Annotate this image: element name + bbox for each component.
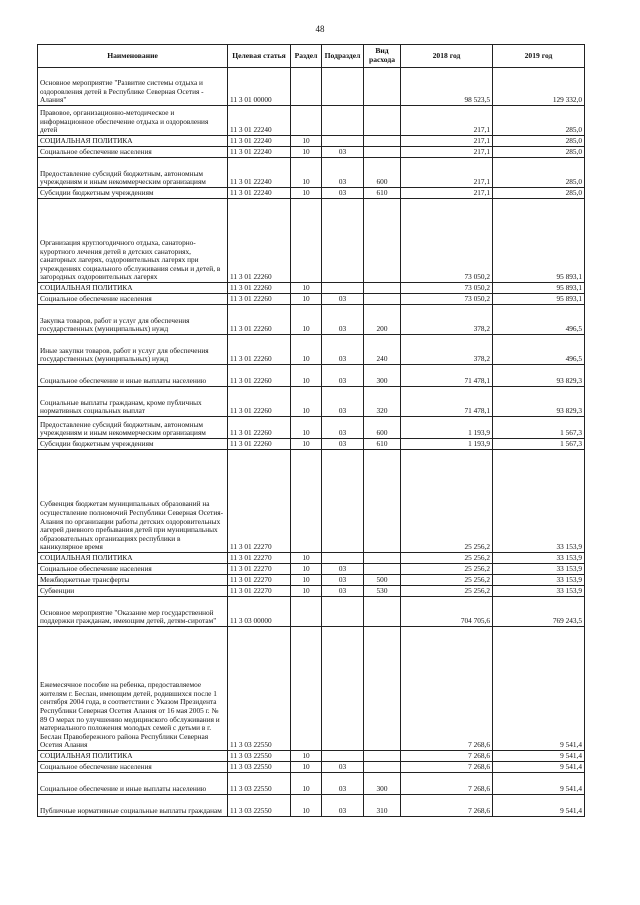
cell-target: 11 3 01 22260: [228, 335, 291, 365]
cell-expense: [364, 283, 401, 294]
cell-name: Социальное обеспечение населения: [38, 147, 228, 158]
header-expense-type: Вид расхода: [364, 45, 401, 68]
cell-name: СОЦИАЛЬНАЯ ПОЛИТИКА: [38, 751, 228, 762]
cell-name: Предоставление субсидий бюджетным, автономным учреждениям и иным некоммерческим организациям: [38, 158, 228, 188]
cell-subsection: [322, 68, 364, 106]
cell-target: 11 3 01 22260: [228, 439, 291, 450]
cell-y2018: 71 478,1: [401, 387, 493, 417]
cell-section: 10: [291, 564, 322, 575]
cell-target: 11 3 01 22260: [228, 294, 291, 305]
budget-table: [37, 44, 585, 817]
cell-section: 10: [291, 795, 322, 817]
cell-subsection: [322, 136, 364, 147]
cell-section: 10: [291, 575, 322, 586]
cell-expense: 600: [364, 417, 401, 439]
cell-section: 10: [291, 417, 322, 439]
cell-target: 11 3 03 22550: [228, 751, 291, 762]
cell-section: 10: [291, 305, 322, 335]
cell-expense: 610: [364, 439, 401, 450]
cell-section: [291, 627, 322, 751]
cell-name: Ежемесячное пособие на ребенка, предоставляемое жителям г. Беслан, имеющим детей, родившихся после 1 сентября 2004 года, в соответствии с Указом Президента Республики Северная Осетия Алания от 16 мая 2005 г. № 89 О мерах по улучшению медицинского обслуживания и материального положения молодых семей с детьми в г. Беслан Правобережного района Республики Северная Осетия Алания: [38, 627, 228, 751]
cell-y2018: 7 268,6: [401, 762, 493, 773]
cell-y2018: 7 268,6: [401, 795, 493, 817]
table-row: [38, 294, 585, 305]
cell-subsection: [322, 751, 364, 762]
cell-y2019: 1 567,3: [493, 417, 585, 439]
cell-subsection: [322, 627, 364, 751]
cell-expense: 200: [364, 305, 401, 335]
cell-y2019: 129 332,0: [493, 68, 585, 106]
cell-section: [291, 68, 322, 106]
cell-y2019: 95 893,1: [493, 283, 585, 294]
cell-y2019: 93 829,3: [493, 387, 585, 417]
table-row: [38, 627, 585, 751]
cell-expense: [364, 762, 401, 773]
cell-y2019: 9 541,4: [493, 795, 585, 817]
cell-section: 10: [291, 283, 322, 294]
cell-target: 11 3 01 22270: [228, 575, 291, 586]
cell-subsection: 03: [322, 564, 364, 575]
cell-y2019: 769 243,5: [493, 597, 585, 627]
cell-section: 10: [291, 147, 322, 158]
cell-target: 11 3 01 22270: [228, 564, 291, 575]
cell-y2018: 217,1: [401, 136, 493, 147]
cell-y2019: 95 893,1: [493, 199, 585, 283]
cell-name: СОЦИАЛЬНАЯ ПОЛИТИКА: [38, 283, 228, 294]
cell-name: СОЦИАЛЬНАЯ ПОЛИТИКА: [38, 136, 228, 147]
cell-target: 11 3 01 22240: [228, 136, 291, 147]
cell-y2019: 33 153,9: [493, 564, 585, 575]
header-2018: 2018 год: [401, 45, 493, 68]
cell-section: 10: [291, 439, 322, 450]
cell-y2018: 1 193,9: [401, 439, 493, 450]
cell-expense: [364, 147, 401, 158]
cell-subsection: 03: [322, 439, 364, 450]
cell-subsection: 03: [322, 762, 364, 773]
cell-y2019: 285,0: [493, 106, 585, 136]
header-2019: 2019 год: [493, 45, 585, 68]
cell-target: 11 3 01 22260: [228, 283, 291, 294]
cell-section: 10: [291, 188, 322, 199]
cell-y2018: 25 256,2: [401, 586, 493, 597]
cell-expense: [364, 751, 401, 762]
table-row: [38, 188, 585, 199]
cell-expense: [364, 136, 401, 147]
cell-y2018: 378,2: [401, 335, 493, 365]
cell-section: 10: [291, 762, 322, 773]
cell-target: 11 3 01 22260: [228, 199, 291, 283]
cell-expense: 600: [364, 158, 401, 188]
cell-y2018: 73 050,2: [401, 283, 493, 294]
cell-name: Предоставление субсидий бюджетным, автономным учреждениям и иным некоммерческим организациям: [38, 417, 228, 439]
cell-section: [291, 199, 322, 283]
table-row: [38, 68, 585, 106]
header-target: Целевая статья: [228, 45, 291, 68]
table-row: [38, 365, 585, 387]
cell-target: 11 3 01 22240: [228, 106, 291, 136]
cell-name: Организация круглогодичного отдыха, санаторно-курортного лечения детей в детских санаториях, санаторных лагерях, оздоровительных лагерях при учреждениях социального обслуживания семьи и детей, в загородных оздоровительных лагерях: [38, 199, 228, 283]
cell-expense: 240: [364, 335, 401, 365]
table-row: [38, 136, 585, 147]
header-name: Наименование: [38, 45, 228, 68]
cell-subsection: [322, 597, 364, 627]
cell-y2019: 33 153,9: [493, 553, 585, 564]
cell-subsection: 03: [322, 795, 364, 817]
cell-y2018: 217,1: [401, 188, 493, 199]
cell-section: [291, 450, 322, 553]
cell-y2018: 73 050,2: [401, 294, 493, 305]
cell-subsection: 03: [322, 773, 364, 795]
table-row: [38, 417, 585, 439]
cell-section: 10: [291, 158, 322, 188]
cell-subsection: [322, 553, 364, 564]
cell-target: 11 3 03 22550: [228, 762, 291, 773]
cell-y2018: 25 256,2: [401, 553, 493, 564]
cell-target: 11 3 01 22260: [228, 387, 291, 417]
cell-target: 11 3 01 22240: [228, 147, 291, 158]
cell-subsection: [322, 106, 364, 136]
cell-expense: 610: [364, 188, 401, 199]
cell-y2018: 25 256,2: [401, 575, 493, 586]
cell-y2019: 285,0: [493, 188, 585, 199]
cell-name: Субвенции: [38, 586, 228, 597]
cell-y2018: 1 193,9: [401, 417, 493, 439]
cell-y2019: 9 541,4: [493, 751, 585, 762]
cell-target: 11 3 01 22240: [228, 188, 291, 199]
header-section: Раздел: [291, 45, 322, 68]
cell-y2019: 496,5: [493, 305, 585, 335]
cell-section: 10: [291, 335, 322, 365]
cell-y2019: 33 153,9: [493, 450, 585, 553]
cell-section: 10: [291, 365, 322, 387]
cell-y2018: 378,2: [401, 305, 493, 335]
cell-section: [291, 597, 322, 627]
cell-name: Социальное обеспечение и иные выплаты населению: [38, 365, 228, 387]
cell-target: 11 3 01 22270: [228, 553, 291, 564]
cell-y2019: 285,0: [493, 136, 585, 147]
cell-expense: [364, 294, 401, 305]
table-row: [38, 450, 585, 553]
cell-expense: [364, 106, 401, 136]
cell-expense: [364, 564, 401, 575]
cell-y2018: 7 268,6: [401, 773, 493, 795]
cell-name: Социальное обеспечение населения: [38, 294, 228, 305]
cell-subsection: 03: [322, 586, 364, 597]
cell-name: Социальные выплаты гражданам, кроме публичных нормативных социальных выплат: [38, 387, 228, 417]
cell-y2018: 217,1: [401, 147, 493, 158]
cell-y2019: 1 567,3: [493, 439, 585, 450]
cell-y2018: 25 256,2: [401, 564, 493, 575]
cell-name: Основное мероприятие "Развитие системы отдыха и оздоровления детей в Республике Северная Осетия - Алания": [38, 68, 228, 106]
cell-subsection: 03: [322, 365, 364, 387]
cell-subsection: 03: [322, 387, 364, 417]
table-header-row: [38, 45, 585, 68]
cell-y2019: 285,0: [493, 147, 585, 158]
cell-subsection: [322, 450, 364, 553]
cell-target: 11 3 01 22260: [228, 305, 291, 335]
page-number: 48: [315, 24, 325, 34]
cell-y2018: 217,1: [401, 106, 493, 136]
cell-name: СОЦИАЛЬНАЯ ПОЛИТИКА: [38, 553, 228, 564]
table-row: [38, 564, 585, 575]
cell-expense: 310: [364, 795, 401, 817]
header-subsection: Подраздел: [322, 45, 364, 68]
cell-name: Правовое, организационно-методическое и информационное обеспечение отдыха и оздоровления детей: [38, 106, 228, 136]
cell-expense: 500: [364, 575, 401, 586]
cell-y2019: 9 541,4: [493, 627, 585, 751]
cell-expense: [364, 450, 401, 553]
cell-y2018: 98 523,5: [401, 68, 493, 106]
table-row: [38, 387, 585, 417]
cell-name: Закупка товаров, работ и услуг для обеспечения государственных (муниципальных) нужд: [38, 305, 228, 335]
cell-expense: 300: [364, 773, 401, 795]
cell-name: Социальное обеспечение населения: [38, 762, 228, 773]
cell-y2019: 33 153,9: [493, 586, 585, 597]
table-row: [38, 335, 585, 365]
cell-expense: 300: [364, 365, 401, 387]
table-row: [38, 586, 585, 597]
cell-y2019: 93 829,3: [493, 365, 585, 387]
cell-subsection: 03: [322, 147, 364, 158]
cell-target: 11 3 03 22550: [228, 795, 291, 817]
cell-expense: [364, 199, 401, 283]
cell-section: [291, 106, 322, 136]
cell-target: 11 3 03 22550: [228, 627, 291, 751]
cell-name: Субвенция бюджетам муниципальных образований на осуществление полномочий Республики Северная Осетия-Алания по организации работы детских оздоровительных лагерей дневного пребывания детей при муниципальных образовательных организациях республики в каникулярное время: [38, 450, 228, 553]
table-row: [38, 106, 585, 136]
cell-name: Публичные нормативные социальные выплаты гражданам: [38, 795, 228, 817]
cell-target: 11 3 01 22260: [228, 365, 291, 387]
table-row: [38, 305, 585, 335]
cell-name: Социальное обеспечение и иные выплаты населению: [38, 773, 228, 795]
table-row: [38, 283, 585, 294]
cell-y2018: 73 050,2: [401, 199, 493, 283]
table-row: [38, 147, 585, 158]
table-row: [38, 199, 585, 283]
cell-y2019: 496,5: [493, 335, 585, 365]
cell-expense: [364, 68, 401, 106]
cell-target: 11 3 03 00000: [228, 597, 291, 627]
cell-target: 11 3 01 22270: [228, 450, 291, 553]
cell-section: 10: [291, 751, 322, 762]
cell-section: 10: [291, 773, 322, 795]
cell-name: Субсидии бюджетным учреждениям: [38, 439, 228, 450]
cell-target: 11 3 01 00000: [228, 68, 291, 106]
cell-y2019: 285,0: [493, 158, 585, 188]
cell-name: Основное мероприятие "Оказание мер государственной поддержки гражданам, имеющим детей, детям-сиротам": [38, 597, 228, 627]
cell-y2018: 71 478,1: [401, 365, 493, 387]
cell-y2018: 704 705,6: [401, 597, 493, 627]
cell-subsection: 03: [322, 158, 364, 188]
cell-subsection: 03: [322, 188, 364, 199]
cell-name: Межбюджетные трансферты: [38, 575, 228, 586]
cell-expense: [364, 553, 401, 564]
cell-subsection: 03: [322, 335, 364, 365]
cell-subsection: [322, 199, 364, 283]
table-row: [38, 439, 585, 450]
cell-subsection: 03: [322, 305, 364, 335]
cell-section: 10: [291, 586, 322, 597]
table-row: [38, 762, 585, 773]
cell-subsection: 03: [322, 417, 364, 439]
cell-section: 10: [291, 294, 322, 305]
cell-expense: 530: [364, 586, 401, 597]
cell-target: 11 3 03 22550: [228, 773, 291, 795]
table-row: [38, 795, 585, 817]
cell-y2018: 25 256,2: [401, 450, 493, 553]
cell-y2019: 33 153,9: [493, 575, 585, 586]
cell-y2018: 7 268,6: [401, 627, 493, 751]
cell-name: Иные закупки товаров, работ и услуг для обеспечения государственных (муниципальных) нужд: [38, 335, 228, 365]
table-row: [38, 158, 585, 188]
table-row: [38, 575, 585, 586]
table-row: [38, 597, 585, 627]
cell-y2019: 95 893,1: [493, 294, 585, 305]
table-row: [38, 773, 585, 795]
cell-y2018: 7 268,6: [401, 751, 493, 762]
cell-subsection: 03: [322, 294, 364, 305]
cell-expense: [364, 597, 401, 627]
cell-section: 10: [291, 387, 322, 417]
cell-target: 11 3 01 22270: [228, 586, 291, 597]
cell-target: 11 3 01 22260: [228, 417, 291, 439]
cell-expense: 320: [364, 387, 401, 417]
cell-name: Субсидии бюджетным учреждениям: [38, 188, 228, 199]
cell-y2018: 217,1: [401, 158, 493, 188]
cell-y2019: 9 541,4: [493, 773, 585, 795]
cell-target: 11 3 01 22240: [228, 158, 291, 188]
cell-section: 10: [291, 136, 322, 147]
cell-section: 10: [291, 553, 322, 564]
cell-subsection: [322, 283, 364, 294]
cell-expense: [364, 627, 401, 751]
cell-name: Социальное обеспечение населения: [38, 564, 228, 575]
table-row: [38, 553, 585, 564]
table-row: [38, 751, 585, 762]
cell-subsection: 03: [322, 575, 364, 586]
cell-y2019: 9 541,4: [493, 762, 585, 773]
